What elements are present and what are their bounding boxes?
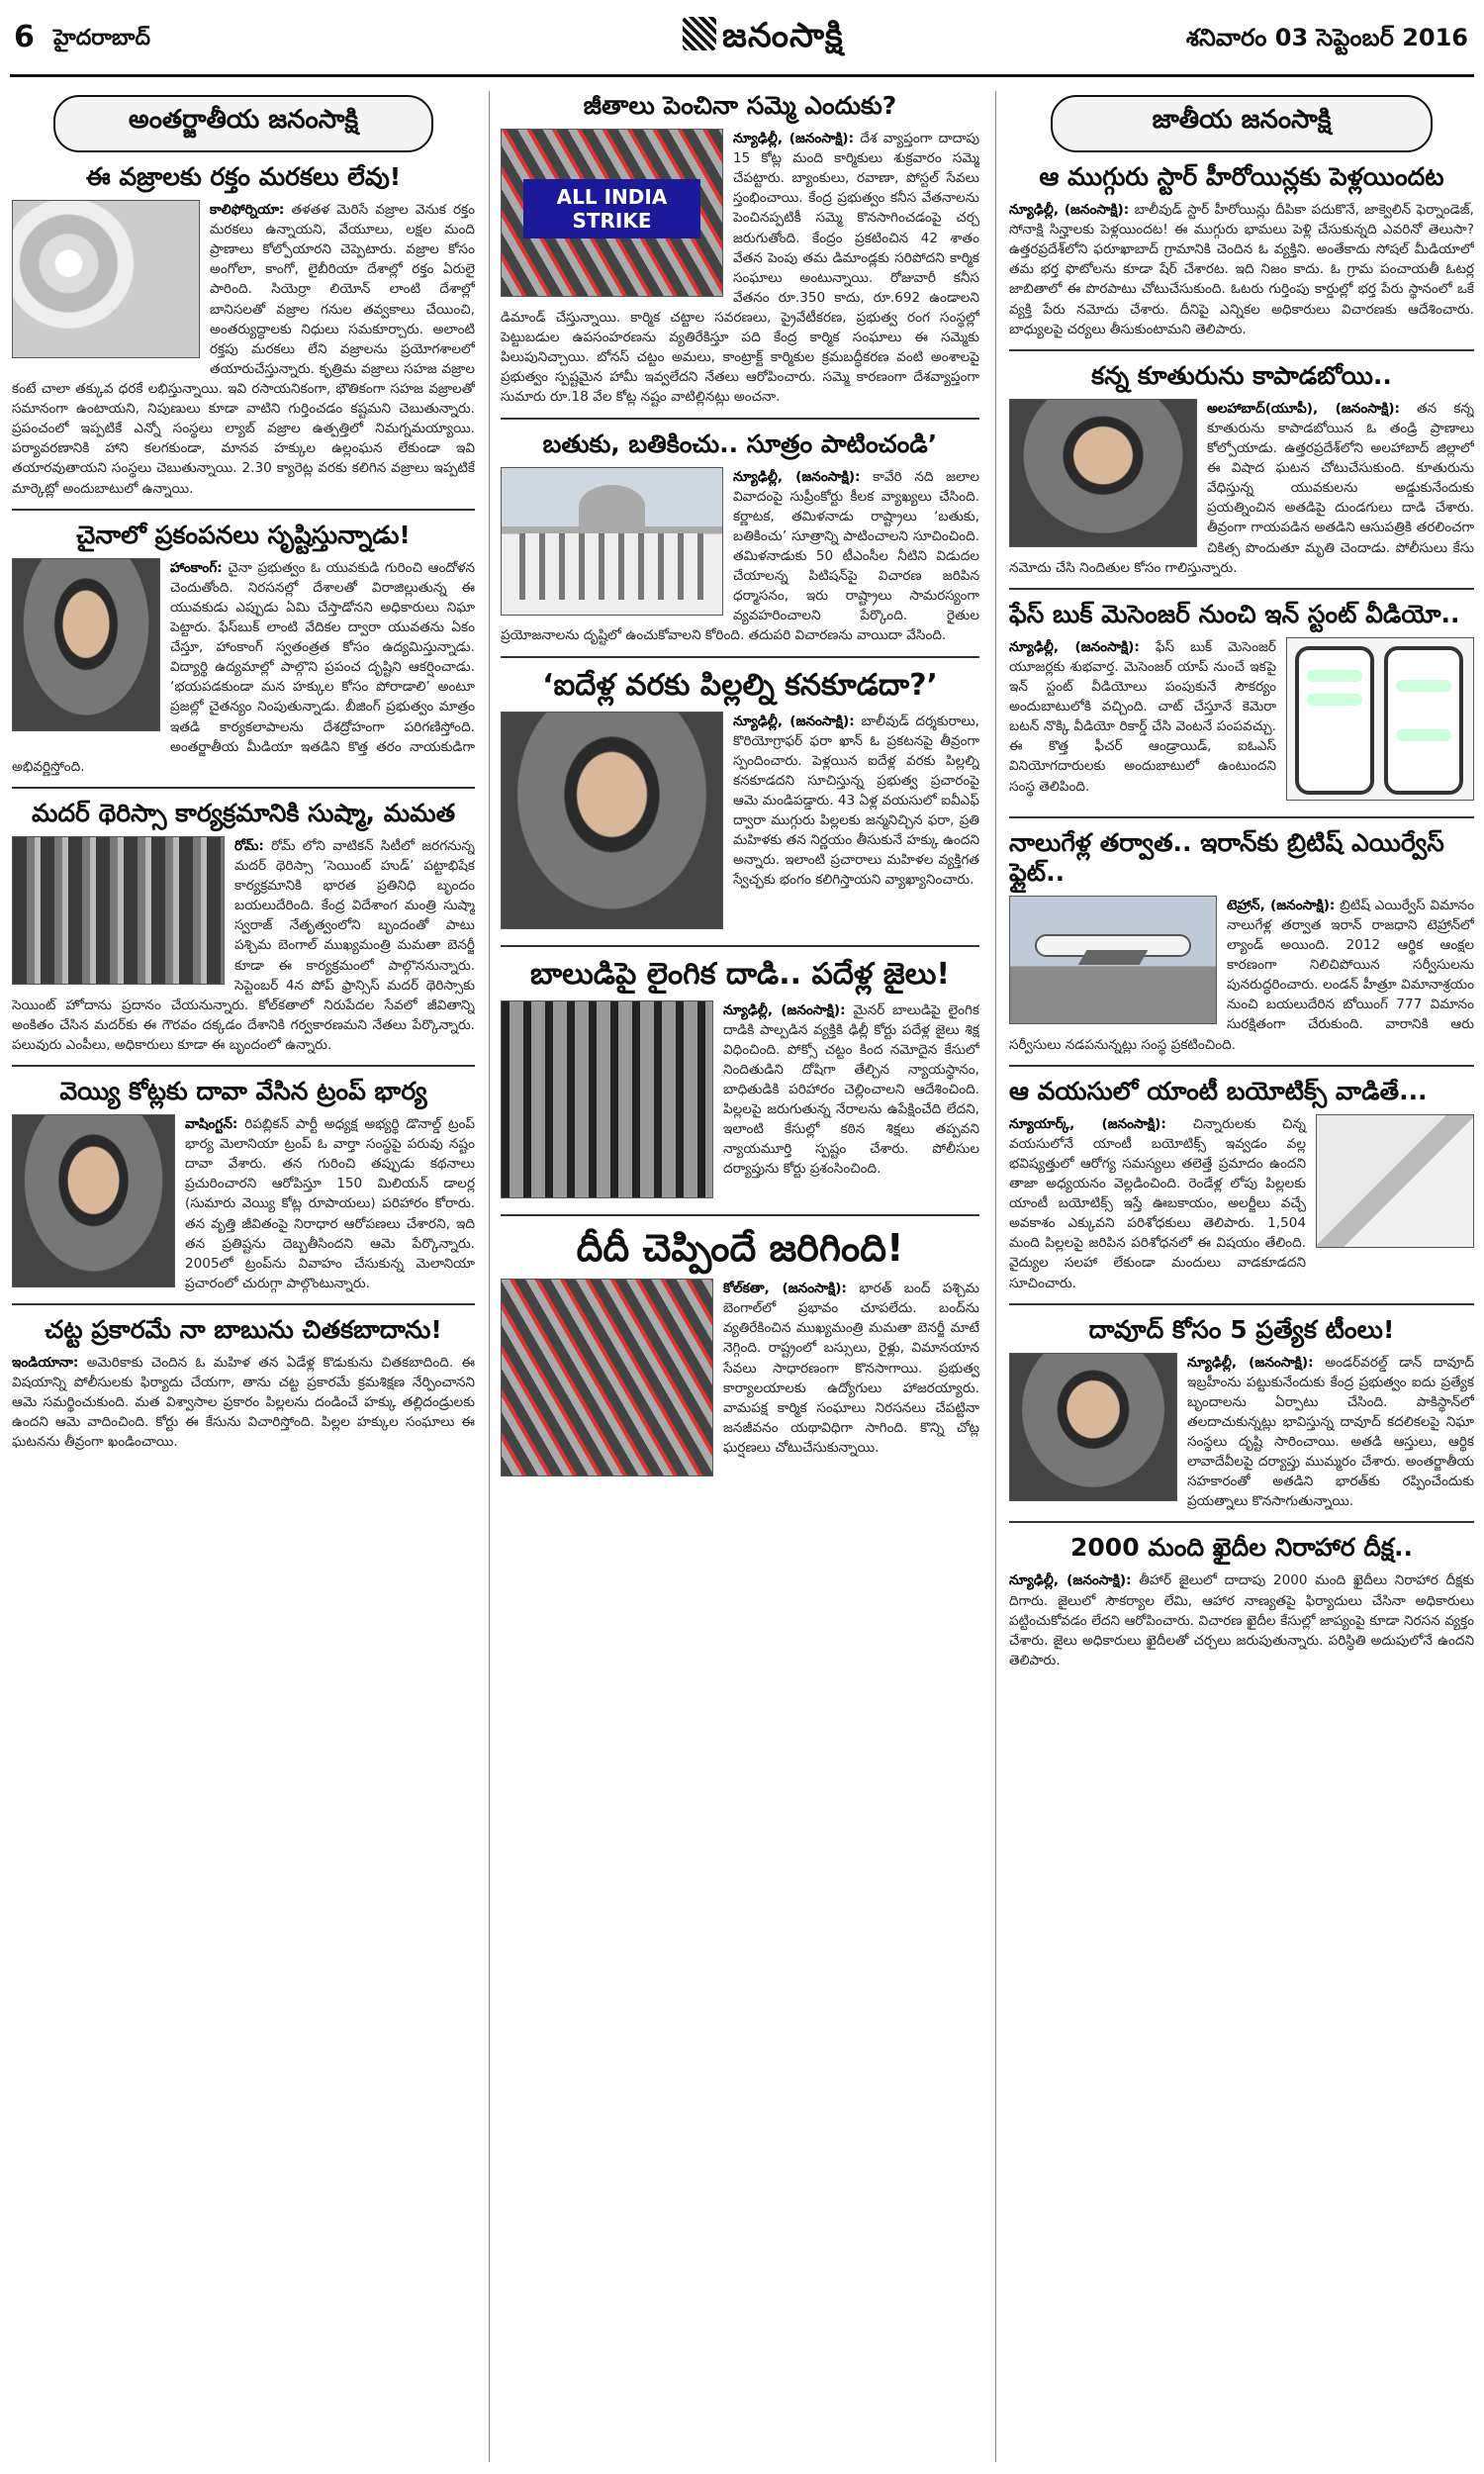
story-mother-beats-son <box>12 1315 475 1453</box>
chat-bubble-icon <box>1307 694 1362 706</box>
byline: అలహాబాద్(యూపీ), (జనంసాక్షి): <box>1207 400 1400 417</box>
strike-rally-photo <box>501 129 723 297</box>
airplane-photo <box>1009 896 1217 1024</box>
byline: టెహ్రాన్, (జనంసాక్షి): <box>1227 897 1336 913</box>
story-body: రోమ్: రోమ్ లోని వాటికన్ సిటీలో జరగనున్న మదర్ థెరిస్సా ‘సెయింట్ హుడ్’ పట్టాభిషేక కార్యక్రమానికి భారత ప్రతినిధి బృందం బయలుదేరింది. కేంద్ర విదేశాంగ మంత్రి సుష్మా స్వరాజ్ నేతృత్వంలోని బృందంతో పాటు పశ్చిమ బెంగాల్ ముఖ్యమంత్రి మమతా బెనర్జీ కూడా ఈ కార్యక్రమంలో పాల్గొననున్నారు. సెప్టెంబర్ 4న పోప్ ఫ్రాన్సిస్ మదర్ థెరిస్సాకు సెయింట్ హోదాను ప్రదానం చేయనున్నారు. కోల్‌కతాలో నిరుపేదల సేవలో జీవితాన్ని అంకితం చేసిన మదర్‌కు ఈ గౌరవం దక్కడం దేశానికి గర్వకారణమని నేతలు పేర్కొన్నారు. పలువురు ఎంపీలు, అధికారులు కూడా ఈ బృందంలో ఉన్నారు. <box>12 837 475 1053</box>
column-divider <box>489 91 490 2462</box>
story-body: న్యూయార్క్, (జనంసాక్షి): చిన్నారులకు చిన్న వయసులోనే యాంటీ బయోటిక్స్ ఇవ్వడం వల్ల భవిష్యత్తులో ఆరోగ్య సమస్యలు తలెత్తే ప్రమాదం ఉందని తాజా అధ్యయనం వెల్లడించింది. రెండేళ్ల లోపు పిల్లలకు యాంటీ బయోటిక్స్ ఇస్తే ఊబకాయం, అలర్జీలు వచ్చే అవకాశం ఎక్కువని పరిశోధకులు తెలిపారు. 1,504 మంది పిల్లలపై జరిపిన పరిశోధనలో ఈ విషయం తేలింది. వైద్యుల సలహా లేకుండా మందులు వాడకూడదని సూచించారు. <box>1009 1115 1307 1291</box>
byline: న్యూఢిల్లీ, (జనంసాక్షి): <box>1187 1354 1314 1371</box>
byline: న్యూఢిల్లీ, (జనంసాక్షి): <box>1009 1572 1132 1589</box>
story-body: న్యూఢిల్లీ, (జనంసాక్షి): తీహార్ జైలులో దాదాపు 2000 మంది ఖైదీలు నిరాహార దీక్షకు దిగారు. జైలులో సౌకర్యాల లేమి, ఆహార నాణ్యతపై ఫిర్యాదులు చేసినా అధికారులు పట్టించుకోవడం లేదని ఆరోపించారు. విచారణ ఖైదీల కేసుల్లో జాప్యంపై కూడా నిరసన వ్యక్తం చేశారు. జైలు అధికారులు ఖైదీలతో చర్చలు జరుపుతున్నారు. పరిస్థితి అదుపులోనే ఉందని తెలిపారు. <box>1009 1572 1474 1668</box>
story-didi <box>501 1226 979 1483</box>
byline: న్యూఢిల్లీ, (జనంసాక్షి): <box>733 131 855 146</box>
activist-photo <box>12 558 160 731</box>
headline: దావూద్ కోసం 5 ప్రత్యేక టీంలు! <box>1088 1314 1395 1344</box>
story-body: వాషింగ్టన్: రిపబ్లికన్ పార్టీ అధ్యక్ష అభ్యర్థి డొనాల్డ్ ట్రంప్ భార్య మెలానియా ట్రంప్ ఓ వార్తా సంస్థపై పరువు నష్టం దావా వేశారు. తన గురించి తప్పుడు కథనాలు ప్రచురించారని ఆరోపిస్తూ 150 మిలియన్ డాలర్ల (సుమారు వెయ్యి కోట్ల రూపాయలు) పరిహారం కోరారు. తన వృత్తి జీవితంపై నిరాధార ఆరోపణలు చేశారని, ఇది తన ప్రతిష్టను దెబ్బతీసిందని ఆమె పేర్కొన్నారు. 2005లో ట్రంప్‌ను వివాహం చేసుకున్న మెలానియా ప్రచారంలో చురుగ్గా పాల్గొంటున్నారు. <box>185 1116 475 1291</box>
byline: వాషింగ్టన్: <box>185 1116 238 1133</box>
headline: ఆ ముగ్గురు స్టార్ హీరోయిన్లకు పెళ్లయిందట <box>1039 162 1444 191</box>
story-divider <box>1009 816 1474 818</box>
paper-name: జనంసాక్షి <box>722 16 844 55</box>
story-body: న్యూఢిల్లీ, (జనంసాక్షి): మైనర్ బాలుడిపై లైంగిక దాడికి పాల్పడిన వ్యక్తికి ఢిల్లీ కోర్టు పదేళ్ల జైలు శిక్ష విధించింది. పోక్సో చట్టం కింద నమోదైన కేసులో నిందితుడిని దోషిగా తేల్చిన న్యాయస్థానం, బాధితుడికి పరిహారం చెల్లించాలని ఆదేశించింది. పిల్లలపై జరుగుతున్న నేరాలను ఉపేక్షించేది లేదని, ఇలాంటి కేసుల్లో కఠిన శిక్షలు తప్పవని న్యాయమూర్తి స్పష్టం చేశారు. పోలీసుల దర్యాప్తును కోర్టు ప్రశంసించింది. <box>723 1001 979 1178</box>
masthead <box>10 8 1474 77</box>
story-body: కోల్‌కతా, (జనంసాక్షి): భారత్ బంద్ పశ్చిమ బెంగాల్‌లో ప్రభావం చూపలేదు. బంద్‌ను వ్యతిరేకించిన ముఖ్యమంత్రి మమతా బెనర్జీ మాటే నెగ్గింది. రాష్ట్రంలో బస్సులు, రైళ్లు, విమానయాన సేవలు సాధారణంగా కొనసాగాయి. ప్రభుత్వ కార్యాలయాలకు ఉద్యోగులు హాజరయ్యారు. వామపక్ష కార్మిక సంఘాలు నిరసనలు చేపట్టినా జనజీవనం యథావిధిగా సాగింది. కొన్ని చోట్ల ఘర్షణలు చోటుచేసుకున్నాయి. <box>723 1281 979 1456</box>
prison-bars-photo <box>501 1000 713 1198</box>
story-iran-flight <box>1009 828 1474 1055</box>
story-divider <box>501 418 979 420</box>
headline: చైనాలో ప్రకంపనలు సృష్టిస్తున్నాడు! <box>76 520 411 549</box>
story-body: న్యూఢిల్లీ, (జనంసాక్షి): కావేరి నది జలాల వివాదంపై సుప్రీంకోర్టు కీలక వ్యాఖ్యలు చేసింది. కర్ణాటక, తమిళనాడు రాష్ట్రాలు ‘బతుకు, బతికించు’ సూత్రాన్ని పాటించాలని సూచించింది. తమిళనాడుకు 50 టీఎంసీల నీటిని విడుదల చేయాలన్న పిటిషన్‌పై విచారణ జరిపిన ధర్మాసనం, ఇరు రాష్ట్రాలు సామరస్యంగా వ్యవహరించాలని పేర్కొంది. రైతుల ప్రయోజనాలను దృష్టిలో ఉంచుకోవాలని కోరింది. తదుపరి విచారణను వాయిదా వేసింది. <box>501 468 979 644</box>
headline: ఆ వయసులో యాంటీ బయోటిక్స్ వాడితే... <box>1009 1076 1428 1105</box>
story-body: టెహ్రాన్, (జనంసాక్షి): బ్రిటిష్ ఎయిర్వేస్ విమానం నాలుగేళ్ల తర్వాత ఇరాన్ రాజధాని టెహ్రాన్‌లో ల్యాండ్ అయింది. 2012 ఆర్థిక ఆంక్షల కారణంగా నిలిచిపోయిన సర్వీసులను పునరుద్ధరించారు. లండన్ హీత్రూ విమానాశ్రయం నుంచి బయలుదేరిన బోయింగ్ 777 విమానం సురక్షితంగా చేరుకుంది. వారానికి ఆరు సర్వీసులు నడపనున్నట్లు సంస్థ ప్రకటించింది. <box>1009 897 1474 1053</box>
bandh-protest-photo <box>501 1279 713 1476</box>
column-national <box>1009 91 1474 2462</box>
story-hunger-strike <box>1009 1533 1474 1670</box>
section-title: అంతర్జాతీయ జనంసాక్షి <box>53 95 433 152</box>
plane-wing-shape <box>1077 950 1148 965</box>
byline: న్యూఢిల్లీ, (జనంసాక్షి): <box>733 468 861 485</box>
headline: నాలుగేళ్ల తర్వాత.. ఇరాన్‌కు బ్రిటిష్ ఎయిర్వేస్ ఫ్లైట్.. <box>1009 827 1444 887</box>
story-melania <box>12 1077 475 1293</box>
story-boy-assault <box>501 957 979 1204</box>
column-divider <box>995 91 996 2462</box>
supreme-court-photo <box>501 467 723 616</box>
story-dawood <box>1009 1315 1474 1512</box>
farah-khan-photo <box>501 712 723 929</box>
diamonds-photo <box>12 200 200 358</box>
column-center <box>501 91 979 2462</box>
story-strike <box>501 91 979 408</box>
story-divider <box>12 509 475 511</box>
headline: వెయ్యి కోట్లకు దావా వేసిన ట్రంప్ భార్య <box>59 1077 427 1106</box>
story-divider <box>1009 1303 1474 1305</box>
story-body: న్యూఢిల్లీ, (జనంసాక్షి): బాలీవుడ్ దర్శకురాలు, కొరియోగ్రాఫర్ ఫరా ఖాన్ ఓ ప్రకటనపై తీవ్రంగా స్పందించారు. పెళ్లయిన ఐదేళ్ల వరకు పిల్లల్ని కనకూడదని సూచిస్తున్న ప్రభుత్వ ప్రచారంపై ఆమె మండిపడ్డారు. 43 ఏళ్ల వయసులో ఐవీఎఫ్ ద్వారా ముగ్గురు పిల్లలకు జన్మనిచ్చిన ఫరా, ప్రతి మహిళకు తన నిర్ణయం తీసుకునే హక్కు ఉందని అన్నారు. ఇలాంటి ప్రచారాలు మహిళల వ్యక్తిగత స్వేచ్ఛకు భంగం కలిగిస్తాయని వ్యాఖ్యానించారు. <box>733 713 979 889</box>
section-title: జాతీయ జనంసాక్షి <box>1051 95 1432 152</box>
story-body: న్యూఢిల్లీ, (జనంసాక్షి): దేశ వ్యాప్తంగా దాదాపు 15 కోట్ల మంది కార్మికులు శుక్రవారం సమ్మె చేపట్టారు. బ్యాంకులు, రవాణా, పోస్టల్ సేవలు స్తంభించాయి. కేంద్ర ప్రభుత్వం కనీస వేతనాలను పెంచినప్పటికీ సమ్మె కొనసాగించడంపై చర్చ జరుగుతోంది. కేంద్రం ప్రకటించిన 42 శాతం వేతన పెంపు తమ డిమాండ్లకు సరిపోదని కార్మిక సంఘాలు అంటున్నాయి. రోజువారీ కనీస వేతనం రూ.350 కాదు, రూ.692 ఉండాలని డిమాండ్ చేస్తున్నాయి. కార్మిక చట్టాల సవరణలు, ప్రైవేటీకరణ, ప్రభుత్వ రంగ సంస్థల్లో పెట్టుబడుల ఉపసంహరణను వ్యతిరేకిస్తూ పది కేంద్ర కార్మిక సంఘాలు ఈ సమ్మెకు పిలుపునిచ్చాయి. బోనస్ చట్టం అమలు, కాంట్రాక్ట్ కార్మికుల క్రమబద్ధీకరణ వంటి అంశాలపై ప్రభుత్వం స్పష్టమైన హామీ ఇవ్వలేదని నేతలు ఆరోపించారు. సమ్మె కారణంగా దేశవ్యాప్తంగా సుమారు రూ.18 వేల కోట్ల నష్టం వాటిల్లినట్లు అంచనా. <box>501 131 979 406</box>
dawood-photo <box>1009 1353 1177 1501</box>
story-divider <box>12 787 475 789</box>
byline: ఇండియానా: <box>12 1355 79 1372</box>
headline: జీతాలు పెంచినా సమ్మె ఎందుకు? <box>583 91 897 120</box>
story-antibiotics <box>1009 1077 1474 1293</box>
story-divider <box>1009 1065 1474 1067</box>
logo-mark-icon <box>683 17 716 50</box>
story-messenger <box>1009 600 1474 807</box>
story-divider <box>501 1214 979 1216</box>
messenger-screens-photo <box>1286 637 1474 801</box>
byline: కోల్‌కతా, (జనంసాక్షి): <box>723 1281 847 1297</box>
column-international <box>12 91 475 2462</box>
story-divider <box>501 945 979 947</box>
headline: ‘ఐదేళ్ల వరకు పిల్లల్ని కనకూడదా?’ <box>542 667 938 703</box>
strike-banner: ALL INDIA STRIKE <box>523 179 699 238</box>
story-divider <box>1009 588 1474 590</box>
court-dome-shape <box>579 485 645 528</box>
story-father <box>1009 361 1474 578</box>
phone-icon <box>1295 646 1374 795</box>
phone-icon <box>1384 646 1463 795</box>
headline: ఫేస్ బుక్ మెసెంజర్ నుంచి ఇన్ స్టంట్ వీడియో.. <box>1009 599 1460 628</box>
story-diamonds <box>12 162 475 499</box>
byline: రోమ్: <box>234 837 264 854</box>
story-body: అలహాబాద్(యూపీ), (జనంసాక్షి): తన కన్న కూతురును కాపాడబోయిన ఓ తండ్రి ప్రాణాలు కోల్పోయాడు. ఉత్తరప్రదేశ్‌లోని అలహాబాద్ జిల్లాలో ఈ విషాద ఘటన చోటుచేసుకుంది. కూతురును వేధిస్తున్న యువకులను అడ్డుకునేందుకు ప్రయత్నించిన అతడిపై దుండగులు దాడి చేశారు. తీవ్రంగా గాయపడిన అతడిని ఆసుపత్రికి తరలించగా చికిత్స పొందుతూ మృతి చెందాడు. పోలీసులు కేసు నమోదు చేసి నిందితుల కోసం గాలిస్తున్నారు. <box>1009 400 1474 576</box>
page-number: 6 <box>14 20 35 54</box>
story-divider <box>12 1065 475 1067</box>
headline: దీదీ చెప్పిందే జరిగింది! <box>576 1225 904 1270</box>
delegation-photo <box>12 836 225 985</box>
syringe-photo <box>1316 1114 1474 1248</box>
story-body: న్యూఢిల్లీ, (జనంసాక్షి): ఫేస్ బుక్ మెసెంజర్ యూజర్లకు శుభవార్త. మెసెంజర్ యాప్ నుంచే ఇకపై ఇన్ స్టంట్ వీడియోలు పంపుకునే సౌకర్యం అందుబాటులోకి వచ్చింది. చాట్ చేస్తూనే కెమెరా బటన్ నొక్కి వీడియో రికార్డ్ చేసి వెంటనే పంపవచ్చు. ఈ కొత్త ఫీచర్ ఆండ్రాయిడ్, ఐఓఎస్ వినియోగదారులకు అందుబాటులో ఉంటుందని సంస్థ తెలిపింది. <box>1009 638 1276 795</box>
chat-bubble-icon <box>1307 670 1362 682</box>
court-columns-shape <box>519 533 704 600</box>
byline: కాలిఫోర్నియా: <box>210 202 285 218</box>
story-body: ఇండియానా: అమెరికాకు చెందిన ఓ మహిళ తన ఏడేళ్ల కొడుకును చితకబాదింది. ఈ విషయాన్ని పోలీసులకు ఫిర్యాదు చేయగా, తాను చట్ట ప్రకారమే క్రమశిక్షణ నేర్పించానని ఆమె సమర్థించుకుంది. మత విశ్వాసాల ప్రకారం పిల్లలను దండించే హక్కు తల్లిదండ్రులకు ఉందని ఆమె వాదించింది. కోర్టు ఈ కేసును విచారిస్తోంది. పిల్లల హక్కుల సంఘాలు ఈ ఘటనను తీవ్రంగా ఖండించాయి. <box>12 1355 475 1451</box>
headline: బతుకు, బతికించు.. సూత్రం పాటించండి’ <box>542 428 938 458</box>
story-supreme-court <box>501 429 979 646</box>
story-divider <box>1009 349 1474 351</box>
paper-logo <box>683 16 844 63</box>
story-body: కాలిఫోర్నియా: తళతళ మెరిసే వజ్రాల వెనుక రక్తం మరకలు ఉన్నాయని, వేయూలు, లక్షల మంది ప్రాణాలు కోల్పోయారని చెప్పెటారు. వజ్రాల కోసం అంగోలా, కాంగో, లైబీరియా దేశాల్లో రక్తం ఏరులై పారింది. సియెర్రా లియోన్ లాంటి దేశాల్లో బానిసలతో వజ్రాల గనుల తవ్వకాలు చేయించి, అంతర్యుద్ధాలకు నిధులు సమకూర్చారు. అలాంటి రక్తపు మరకలు లేని వజ్రాలను ప్రయోగశాలలో తయారుచేస్తున్నారు. కృత్రిమ వజ్రాలు సహజ వజ్రాల కంటే చాలా తక్కువ ధరకే లభిస్తున్నాయి. ఇవి రసాయనికంగా, భౌతికంగా సహజ వజ్రాలతో సమానంగా ఉంటాయని, నిపుణులు కూడా వాటిని గుర్తించడం కష్టమని చెబుతున్నారు. ప్రపంచంలో ఇప్పటికే ఎన్నో సంస్థలు ల్యాబ్ వజ్రాల ఉత్పత్తిలో నిమగ్నమయ్యాయి. పర్యావరణానికి హాని కలగకుండా, మానవ హక్కుల ఉల్లంఘన లేకుండా ఇవి తయారవుతాయని సంస్థలు చెబుతున్నాయి. 2.30 క్యారెట్ల వరకు కలిగిన వజ్రాలు ఇప్పటికే మార్కెట్లో అందుబాటులో ఉన్నాయి. <box>12 202 475 497</box>
story-body: న్యూఢిల్లీ, (జనంసాక్షి): బాలీవుడ్ స్టార్ హీరోయిన్లు దీపికా పదుకొనే, జాక్వెలిన్ ఫెర్నాండెజ్, సోనాక్షి సిన్హాలకు పెళ్లయిందట! ఈ ముగ్గురు భామలు పెళ్లి చేసుకున్నది ఎవరినో తెలుసా? ఉత్తరప్రదేశ్‌లోని ఫరూఖాబాద్ గ్రామానికి చెందిన ఓ వ్యక్తిని. అంతేకాదు సోషల్ మీడియాలో తమ భర్త ఫొటోలను కూడా షేర్ చేశారట. ఇది నిజం కాదు. ఓ గ్రామ పంచాయతీ ఓటర్ల జాబితాలో ఈ పొరపాటు చోటుచేసుకుంది. ఓటరు గుర్తింపు కార్డుల్లో భర్త పేరు స్థానంలో ఒకే వ్యక్తి పేరు నమోదు చేశారు. దీనిపై ఎన్నికల అధికారులు విచారణకు ఆదేశించారు. బాధ్యులపై చర్యలు తీసుకుంటామని తెలిపారు. <box>1009 202 1474 337</box>
byline: న్యూయార్క్, (జనంసాక్షి): <box>1009 1115 1166 1132</box>
edition-city: హైదరాబాద్ <box>53 26 150 50</box>
issue-date: శనివారం 03 సెప్టెంబర్ 2016 <box>1185 24 1468 51</box>
chat-bubble-icon <box>1396 680 1451 692</box>
chat-bubble-icon <box>1396 729 1451 741</box>
story-farah-khan <box>501 668 979 935</box>
byline: న్యూఢిల్లీ, (జనంసాక్షి): <box>1009 202 1130 218</box>
story-body: న్యూఢిల్లీ, (జనంసాక్షి): అండర్‌వరల్డ్ డాన్ దావూద్ ఇబ్రహీంను పట్టుకునేందుకు కేంద్ర ప్రభుత్వం ఐదు ప్రత్యేక బృందాలను ఏర్పాటు చేసింది. పాకిస్థాన్‌లో తలదాచుకున్నట్లు భావిస్తున్న దావూద్ కదలికలపై నిఘా సంస్థలు దృష్టి సారించాయి. అతడి ఆస్తులు, ఆర్థిక లావాదేవీలపై దర్యాప్తు ముమ్మరం చేశారు. అంతర్జాతీయ సహకారంతో అతడిని భారత్‌కు రప్పించేందుకు ప్రయత్నాలు కొనసాగుతున్నాయి. <box>1187 1354 1474 1510</box>
melania-photo <box>12 1114 175 1287</box>
headline: బాలుడిపై లైంగిక దాడి.. పదేళ్ల జైలు! <box>529 956 951 992</box>
headline: మదర్ థెరిస్సా కార్యక్రమానికి సుష్మా, మమత <box>31 798 456 827</box>
headline: 2000 మంది ఖైదీల నిరాహార దీక్ష.. <box>1070 1533 1413 1563</box>
byline: న్యూఢిల్లీ, (జనంసాక్షి): <box>1009 638 1140 655</box>
story-divider <box>501 656 979 658</box>
story-divider <box>1009 1521 1474 1523</box>
byline: న్యూఢిల్లీ, (జనంసాక్షి): <box>723 1001 846 1018</box>
story-mother-teresa <box>12 799 475 1055</box>
headline: ఈ వజ్రాలకు రక్తం మరకలు లేవు! <box>85 162 402 191</box>
byline: న్యూఢిల్లీ, (జనంసాక్షి): <box>733 713 855 729</box>
headline: చట్ట ప్రకారమే నా బాబును చితకబాదాను! <box>45 1315 442 1345</box>
headline: కన్న కూతురును కాపాడబోయి.. <box>1091 360 1392 390</box>
victim-photo <box>1009 399 1197 547</box>
story-china <box>12 521 475 777</box>
byline: హాంకాంగ్: <box>170 559 223 576</box>
story-divider <box>12 1303 475 1305</box>
story-body: హాంకాంగ్: చైనా ప్రభుత్వం ఓ యువకుడి గురించి ఆందోళన చెందుతోంది. నిరసనల్లో దేశాలతో విరాజిల్లుతున్న ఈ యువకుడు ఎప్పుడు ఏమి చేస్తాడోనని అధికారులు నిఘా పెట్టారు. ఫేస్‌బుక్ లాంటి వేదికల ద్వారా యువతను ఏకం చేస్తూ, హాంకాంగ్ స్వతంత్రత కోసం ఉద్యమిస్తున్నాడు. విద్యార్థి ఉద్యమాల్లో పాల్గొని ప్రపంచ దృష్టిని ఆకర్షించాడు. ‘భయపడకుండా మన హక్కుల కోసం పోరాడాలి’ అంటూ ప్రజల్లో చైతన్యం నింపుతున్నాడు. బీజింగ్ ప్రభుత్వం మాత్రం ఇతడి కార్యకలాపాలను దేశద్రోహంగా పరిగణిస్తోంది. అంతర్జాతీయ మీడియా ఇతడిని కొత్త తరం నాయకుడిగా అభివర్ణిస్తోంది. <box>12 559 475 775</box>
story-heroines <box>1009 162 1474 339</box>
